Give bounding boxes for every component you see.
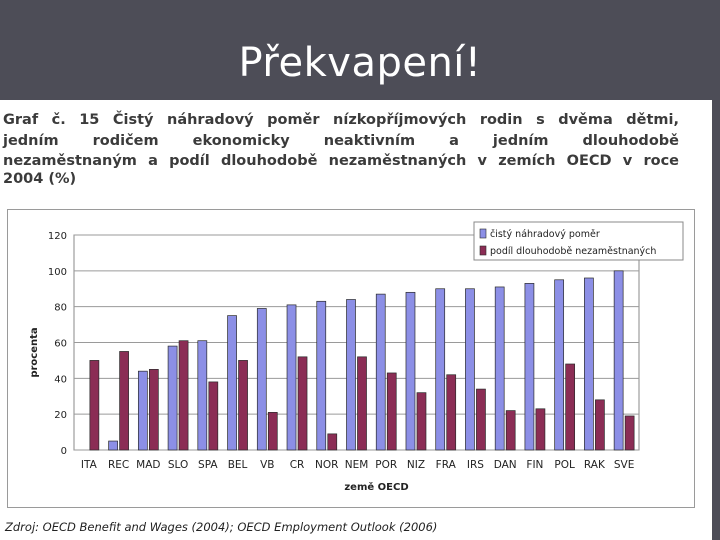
x-tick-label: RAK bbox=[583, 459, 605, 471]
bar-series-2 bbox=[476, 389, 485, 450]
legend-swatch bbox=[480, 246, 486, 255]
source-note: Zdroj: OECD Benefit and Wages (2004); OECD Employment Outlook (2006) bbox=[5, 520, 438, 534]
bar-series-1 bbox=[406, 292, 415, 450]
caption-line: jedním rodičem ekonomicky neaktivním a jedním dlouhodobě bbox=[3, 132, 679, 149]
y-tick-label: 40 bbox=[54, 374, 67, 386]
x-tick-label: SPA bbox=[198, 459, 218, 471]
y-tick-label: 0 bbox=[60, 446, 67, 457]
caption-line: nezaměstnaným a podíl dlouhodobě nezaměstnaných v zemích OECD v roce bbox=[3, 153, 679, 169]
x-tick-label: POL bbox=[554, 459, 575, 471]
x-tick-label: NIZ bbox=[406, 459, 426, 471]
chart-frame bbox=[7, 209, 695, 508]
x-tick-label: REC bbox=[107, 459, 130, 471]
y-tick-label: 100 bbox=[47, 266, 67, 278]
slide-edge bbox=[712, 100, 720, 540]
bar-series-1 bbox=[614, 271, 623, 450]
y-tick-label: 20 bbox=[54, 410, 67, 422]
y-tick-label: 60 bbox=[54, 338, 67, 350]
x-tick-label: FRA bbox=[435, 459, 456, 471]
bar-series-2 bbox=[506, 411, 515, 450]
bar-series-1 bbox=[168, 346, 177, 450]
bar-series-1 bbox=[525, 283, 534, 450]
chart-caption bbox=[3, 110, 679, 172]
bar-series-1 bbox=[287, 305, 296, 450]
bar-series-2 bbox=[268, 412, 277, 450]
bar-chart bbox=[8, 210, 694, 507]
x-tick-label: ITA bbox=[80, 459, 97, 471]
x-tick-label: FIN bbox=[526, 459, 544, 471]
x-tick-label: SLO bbox=[167, 459, 189, 471]
bar-series-1 bbox=[198, 341, 207, 450]
bar-series-1 bbox=[465, 289, 474, 450]
bar-series-2 bbox=[595, 400, 604, 450]
y-axis-label: procenta bbox=[29, 327, 40, 378]
bar-series-1 bbox=[317, 301, 326, 450]
bar-series-1 bbox=[555, 280, 564, 450]
legend-swatch bbox=[480, 229, 486, 238]
legend-label: čistý náhradový poměr bbox=[490, 229, 600, 240]
y-tick-label: 80 bbox=[54, 302, 67, 314]
x-tick-label: DAN bbox=[493, 459, 517, 471]
bar-series-2 bbox=[358, 357, 367, 450]
bar-series-1 bbox=[436, 289, 445, 450]
x-tick-label: MAD bbox=[136, 459, 161, 471]
bar-series-2 bbox=[179, 341, 188, 450]
bar-series-1 bbox=[109, 441, 118, 450]
bar-series-2 bbox=[149, 369, 158, 450]
x-tick-label: VB bbox=[260, 459, 275, 471]
x-tick-label: NOR bbox=[315, 459, 339, 471]
caption-line: 2004 (%) bbox=[3, 171, 77, 187]
bar-series-1 bbox=[228, 316, 237, 450]
y-tick-label: 120 bbox=[47, 231, 67, 242]
x-tick-label: CR bbox=[289, 459, 305, 471]
bar-series-2 bbox=[417, 393, 426, 450]
x-tick-label: IRS bbox=[466, 459, 484, 471]
bar-series-2 bbox=[120, 351, 129, 450]
bar-series-2 bbox=[536, 409, 545, 450]
bar-series-2 bbox=[447, 375, 456, 450]
slide-title: Překvapení! bbox=[238, 40, 482, 86]
bar-series-2 bbox=[209, 382, 218, 450]
x-tick-label: POR bbox=[375, 459, 398, 471]
bar-series-2 bbox=[328, 434, 337, 450]
caption-line: Graf č. 15 Čistý náhradový poměr nízkopříjmových rodin s dvěma dětmi, bbox=[3, 112, 679, 128]
bar-series-1 bbox=[138, 371, 147, 450]
bar-series-2 bbox=[298, 357, 307, 450]
bar-series-2 bbox=[90, 360, 99, 450]
bar-series-1 bbox=[347, 300, 356, 451]
x-tick-label: SVE bbox=[613, 459, 635, 471]
x-tick-label: BEL bbox=[227, 459, 248, 471]
legend-label: podíl dlouhodobě nezaměstnaných bbox=[490, 246, 657, 257]
bar-series-1 bbox=[584, 278, 593, 450]
bar-series-2 bbox=[566, 364, 575, 450]
bar-series-2 bbox=[387, 373, 396, 450]
x-tick-label: NEM bbox=[344, 459, 369, 471]
x-axis-label: země OECD bbox=[344, 482, 409, 493]
bar-series-1 bbox=[495, 287, 504, 450]
bar-series-1 bbox=[257, 308, 266, 450]
bar-series-1 bbox=[376, 294, 385, 450]
bar-series-2 bbox=[239, 360, 248, 450]
bar-series-2 bbox=[625, 416, 634, 450]
